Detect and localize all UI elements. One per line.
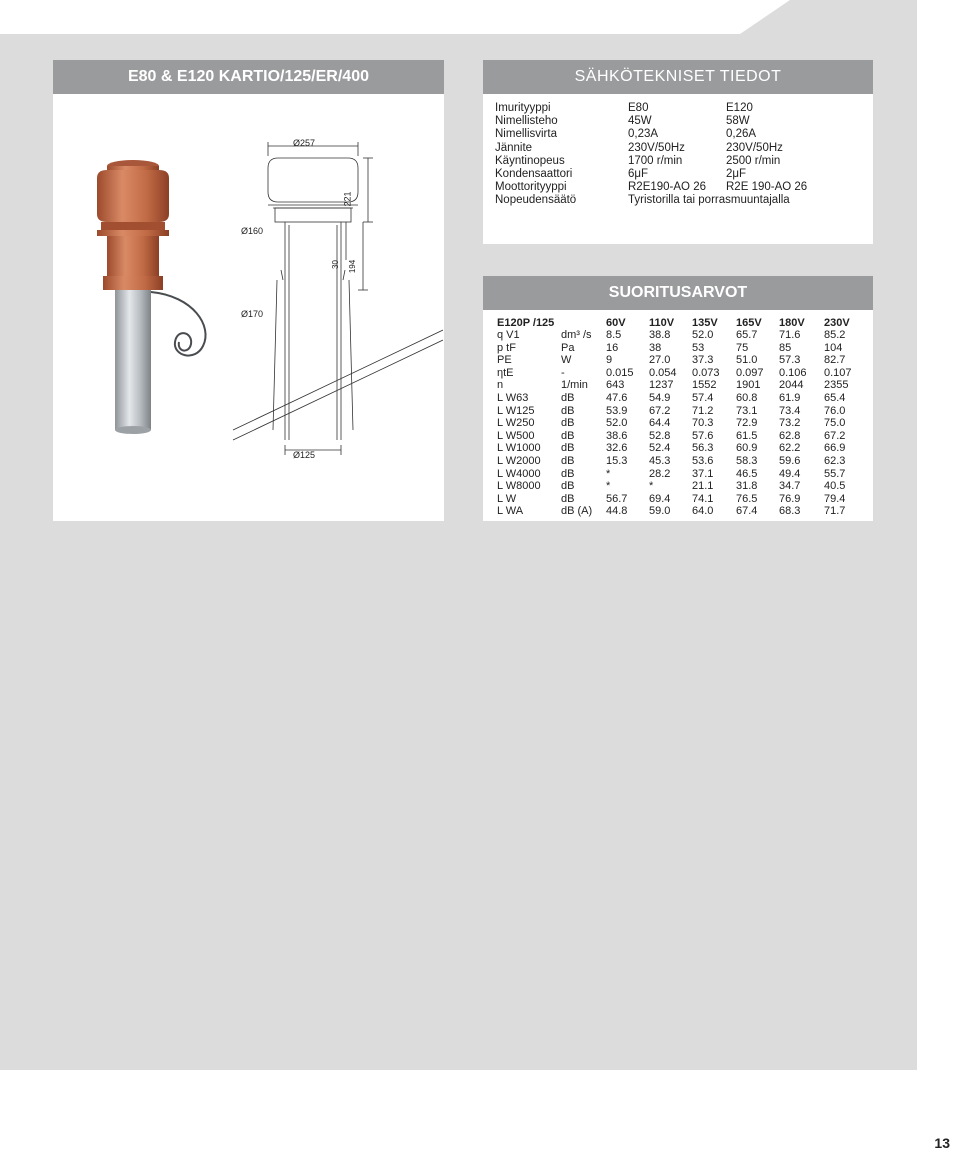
value-cell: 61.5 [736, 429, 758, 442]
header-cell: 60V [606, 316, 626, 329]
value-cell: 85 [779, 341, 792, 354]
spec-e120-column [726, 102, 807, 208]
value-cell: 75 [736, 341, 749, 354]
table-row [497, 480, 862, 493]
table-row [497, 342, 862, 355]
technical-drawing [213, 130, 443, 510]
spec-label: Kondensaattori [495, 167, 573, 180]
value-cell: 56.7 [606, 492, 628, 505]
value-cell: 9 [606, 354, 613, 367]
value-cell: 85.2 [824, 329, 846, 341]
value-cell: 75.0 [824, 417, 846, 430]
unit-cell: dB [561, 417, 575, 430]
spec-label: Käyntinopeus [495, 154, 565, 167]
value-cell: 62.3 [824, 454, 846, 467]
value-cell: 59.6 [779, 454, 801, 467]
value-cell: 76.9 [779, 492, 801, 505]
parameter-cell: L W63 [497, 391, 529, 404]
header-cell [561, 316, 606, 329]
value-cell: 0.073 [692, 366, 720, 379]
spec-e120-value: 0,26A [726, 128, 757, 141]
value-cell: 52.0 [692, 329, 714, 341]
value-cell: 31.8 [736, 480, 758, 493]
value-cell: * [606, 480, 611, 493]
value-cell: 64.4 [649, 417, 671, 430]
unit-cell: dm³ /s [561, 329, 592, 341]
value-cell: 27.0 [649, 354, 671, 367]
value-cell: 79.4 [824, 492, 846, 505]
table-row [497, 468, 862, 481]
page-number: 13 [934, 1135, 950, 1151]
unit-cell: Pa [561, 341, 575, 354]
value-cell: 1237 [649, 379, 674, 392]
value-cell: 53 [692, 341, 705, 354]
table-row [497, 354, 862, 367]
dim-h194: 194 [348, 259, 358, 274]
spec-label: Nimellisteho [495, 115, 558, 128]
table-row [497, 505, 862, 518]
value-cell: 643 [606, 379, 625, 392]
electrical-title: SÄHKÖTEKNISET TIEDOT [483, 60, 873, 94]
header-cell: 180V [779, 316, 805, 329]
value-cell: 15.3 [606, 454, 628, 467]
spec-label: Jännite [495, 141, 533, 154]
product-title: E80 & E120 KARTIO/125/ER/400 [53, 60, 444, 94]
value-cell: 62.2 [779, 442, 801, 455]
spec-e120-value: E120 [726, 102, 753, 114]
parameter-cell: L W [497, 492, 517, 505]
spec-e120-value: 58W [726, 115, 750, 128]
value-cell: 2355 [824, 379, 849, 392]
unit-cell: dB [561, 492, 575, 505]
value-cell: 34.7 [779, 480, 801, 493]
unit-cell: dB [561, 442, 575, 455]
electrical-specs-panel [483, 60, 873, 244]
parameter-cell: p tF [497, 341, 516, 354]
value-cell: 82.7 [824, 354, 846, 367]
page-corner-fold [740, 0, 790, 34]
value-cell: 38 [649, 341, 662, 354]
value-cell: 58.3 [736, 454, 758, 467]
value-cell: 104 [824, 341, 843, 354]
value-cell: 40.5 [824, 480, 846, 493]
value-cell: 64.0 [692, 505, 714, 518]
header-cell: 110V [649, 316, 675, 329]
value-cell: 72.9 [736, 417, 758, 430]
spec-labels [495, 102, 576, 208]
table-row [497, 455, 862, 468]
value-cell: 37.1 [692, 467, 714, 480]
unit-cell: dB (A) [561, 505, 593, 518]
spec-label: Nopeudensäätö [495, 194, 577, 207]
value-cell: 65.7 [736, 329, 758, 341]
value-cell: 69.4 [649, 492, 671, 505]
value-cell: 70.3 [692, 417, 714, 430]
value-cell: 73.2 [779, 417, 801, 430]
value-cell: 54.9 [649, 391, 671, 404]
parameter-cell: n [497, 379, 504, 392]
unit-cell: - [561, 366, 565, 379]
unit-cell: dB [561, 391, 575, 404]
unit-cell: dB [561, 454, 575, 467]
value-cell: 0.107 [824, 366, 852, 379]
parameter-cell: L W4000 [497, 467, 541, 480]
parameter-cell: L W2000 [497, 454, 541, 467]
value-cell: 74.1 [692, 492, 714, 505]
value-cell: 57.3 [779, 354, 801, 367]
spec-e80-value: 6μF [628, 167, 649, 180]
value-cell: 73.1 [736, 404, 758, 417]
performance-table [497, 316, 862, 518]
dim-d125: Ø125 [293, 450, 316, 460]
value-cell: 38.8 [649, 329, 671, 341]
value-cell: 60.9 [736, 442, 758, 455]
value-cell: 67.2 [824, 429, 846, 442]
value-cell: 71.6 [779, 329, 801, 341]
dim-h30: 30 [330, 260, 340, 269]
value-cell: 61.9 [779, 391, 801, 404]
parameter-cell: L W250 [497, 417, 535, 430]
value-cell: 71.2 [692, 404, 714, 417]
unit-cell: dB [561, 429, 575, 442]
value-cell: 47.6 [606, 391, 628, 404]
header-cell: 165V [736, 316, 762, 329]
table-row [497, 379, 862, 392]
performance-panel [483, 276, 873, 521]
value-cell: 67.2 [649, 404, 671, 417]
dim-d160: Ø160 [241, 226, 264, 236]
spec-e80-value: Tyristorilla tai porrasmuuntajalla [628, 194, 790, 207]
value-cell: 66.9 [824, 442, 846, 455]
spec-e120-value: 230V/50Hz [726, 141, 783, 154]
spec-e80-value: 1700 r/min [628, 154, 683, 167]
parameter-cell: L W1000 [497, 442, 541, 455]
spec-e80-value: 0,23A [628, 128, 659, 141]
value-cell: 38.6 [606, 429, 628, 442]
table-row [497, 417, 862, 430]
value-cell: 51.0 [736, 354, 758, 367]
value-cell: 56.3 [692, 442, 714, 455]
table-row [497, 367, 862, 380]
value-cell: 37.3 [692, 354, 714, 367]
value-cell: 0.054 [649, 366, 677, 379]
value-cell: 21.1 [692, 480, 714, 493]
table-row [497, 392, 862, 405]
value-cell: 1552 [692, 379, 717, 392]
performance-title: SUORITUSARVOT [483, 276, 873, 310]
value-cell: 45.3 [649, 454, 671, 467]
value-cell: 76.5 [736, 492, 758, 505]
spec-e80-value: E80 [628, 102, 649, 114]
spec-e120-value [726, 194, 807, 207]
unit-cell: dB [561, 480, 575, 493]
value-cell: 60.8 [736, 391, 758, 404]
value-cell: 68.3 [779, 505, 801, 518]
value-cell: 53.6 [692, 454, 714, 467]
table-row [497, 329, 862, 342]
value-cell: 49.4 [779, 467, 801, 480]
spec-e120-value: 2500 r/min [726, 154, 781, 167]
value-cell: 52.4 [649, 442, 671, 455]
value-cell: 65.4 [824, 391, 846, 404]
page-corner-strip [790, 0, 917, 34]
unit-cell: dB [561, 404, 575, 417]
spec-label: Moottorityyppi [495, 181, 567, 194]
value-cell: 16 [606, 341, 619, 354]
value-cell: 52.0 [606, 417, 628, 430]
value-cell: 57.6 [692, 429, 714, 442]
value-cell: 55.7 [824, 467, 846, 480]
header-cell: 135V [692, 316, 718, 329]
spec-e80-value: R2E190-AO 26 [628, 181, 706, 194]
value-cell: * [649, 480, 654, 493]
value-cell: 53.9 [606, 404, 628, 417]
spec-e80-value: 230V/50Hz [628, 141, 685, 154]
dim-h221: 221 [342, 191, 353, 207]
value-cell: 28.2 [649, 467, 671, 480]
parameter-cell: q V1 [497, 329, 520, 341]
header-cell: 230V [824, 316, 850, 329]
unit-cell: 1/min [561, 379, 588, 392]
value-cell: 62.8 [779, 429, 801, 442]
unit-cell: dB [561, 467, 575, 480]
table-row [497, 442, 862, 455]
value-cell: 59.0 [649, 505, 671, 518]
table-row [497, 405, 862, 418]
product-panel [53, 60, 444, 521]
value-cell: 32.6 [606, 442, 628, 455]
value-cell: 57.4 [692, 391, 714, 404]
value-cell: 44.8 [606, 505, 628, 518]
value-cell: * [606, 467, 611, 480]
parameter-cell: L W8000 [497, 480, 541, 493]
performance-header-row [497, 316, 862, 329]
parameter-cell: PE [497, 354, 512, 367]
spec-e120-value: R2E 190-AO 26 [726, 181, 808, 194]
parameter-cell: L W500 [497, 429, 535, 442]
spec-e80-value: 45W [628, 115, 652, 128]
table-row [497, 493, 862, 506]
parameter-cell: L WA [497, 505, 524, 518]
unit-cell: W [561, 354, 572, 367]
dim-d257: Ø257 [293, 138, 316, 148]
value-cell: 52.8 [649, 429, 671, 442]
header-cell: E120P /125 [497, 316, 555, 329]
table-row [497, 430, 862, 443]
value-cell: 2044 [779, 379, 804, 392]
value-cell: 0.097 [736, 366, 764, 379]
value-cell: 1901 [736, 379, 761, 392]
spec-label: Nimellisvirta [495, 128, 557, 141]
value-cell: 0.015 [606, 366, 634, 379]
value-cell: 67.4 [736, 505, 758, 518]
spec-e120-value: 2μF [726, 167, 747, 180]
value-cell: 8.5 [606, 329, 622, 341]
value-cell: 0.106 [779, 366, 807, 379]
parameter-cell: ηtE [497, 366, 514, 379]
dim-d170: Ø170 [241, 309, 264, 319]
value-cell: 73.4 [779, 404, 801, 417]
spec-label: Imurityyppi [495, 102, 551, 114]
parameter-cell: L W125 [497, 404, 535, 417]
value-cell: 71.7 [824, 505, 846, 518]
value-cell: 46.5 [736, 467, 758, 480]
value-cell: 76.0 [824, 404, 846, 417]
